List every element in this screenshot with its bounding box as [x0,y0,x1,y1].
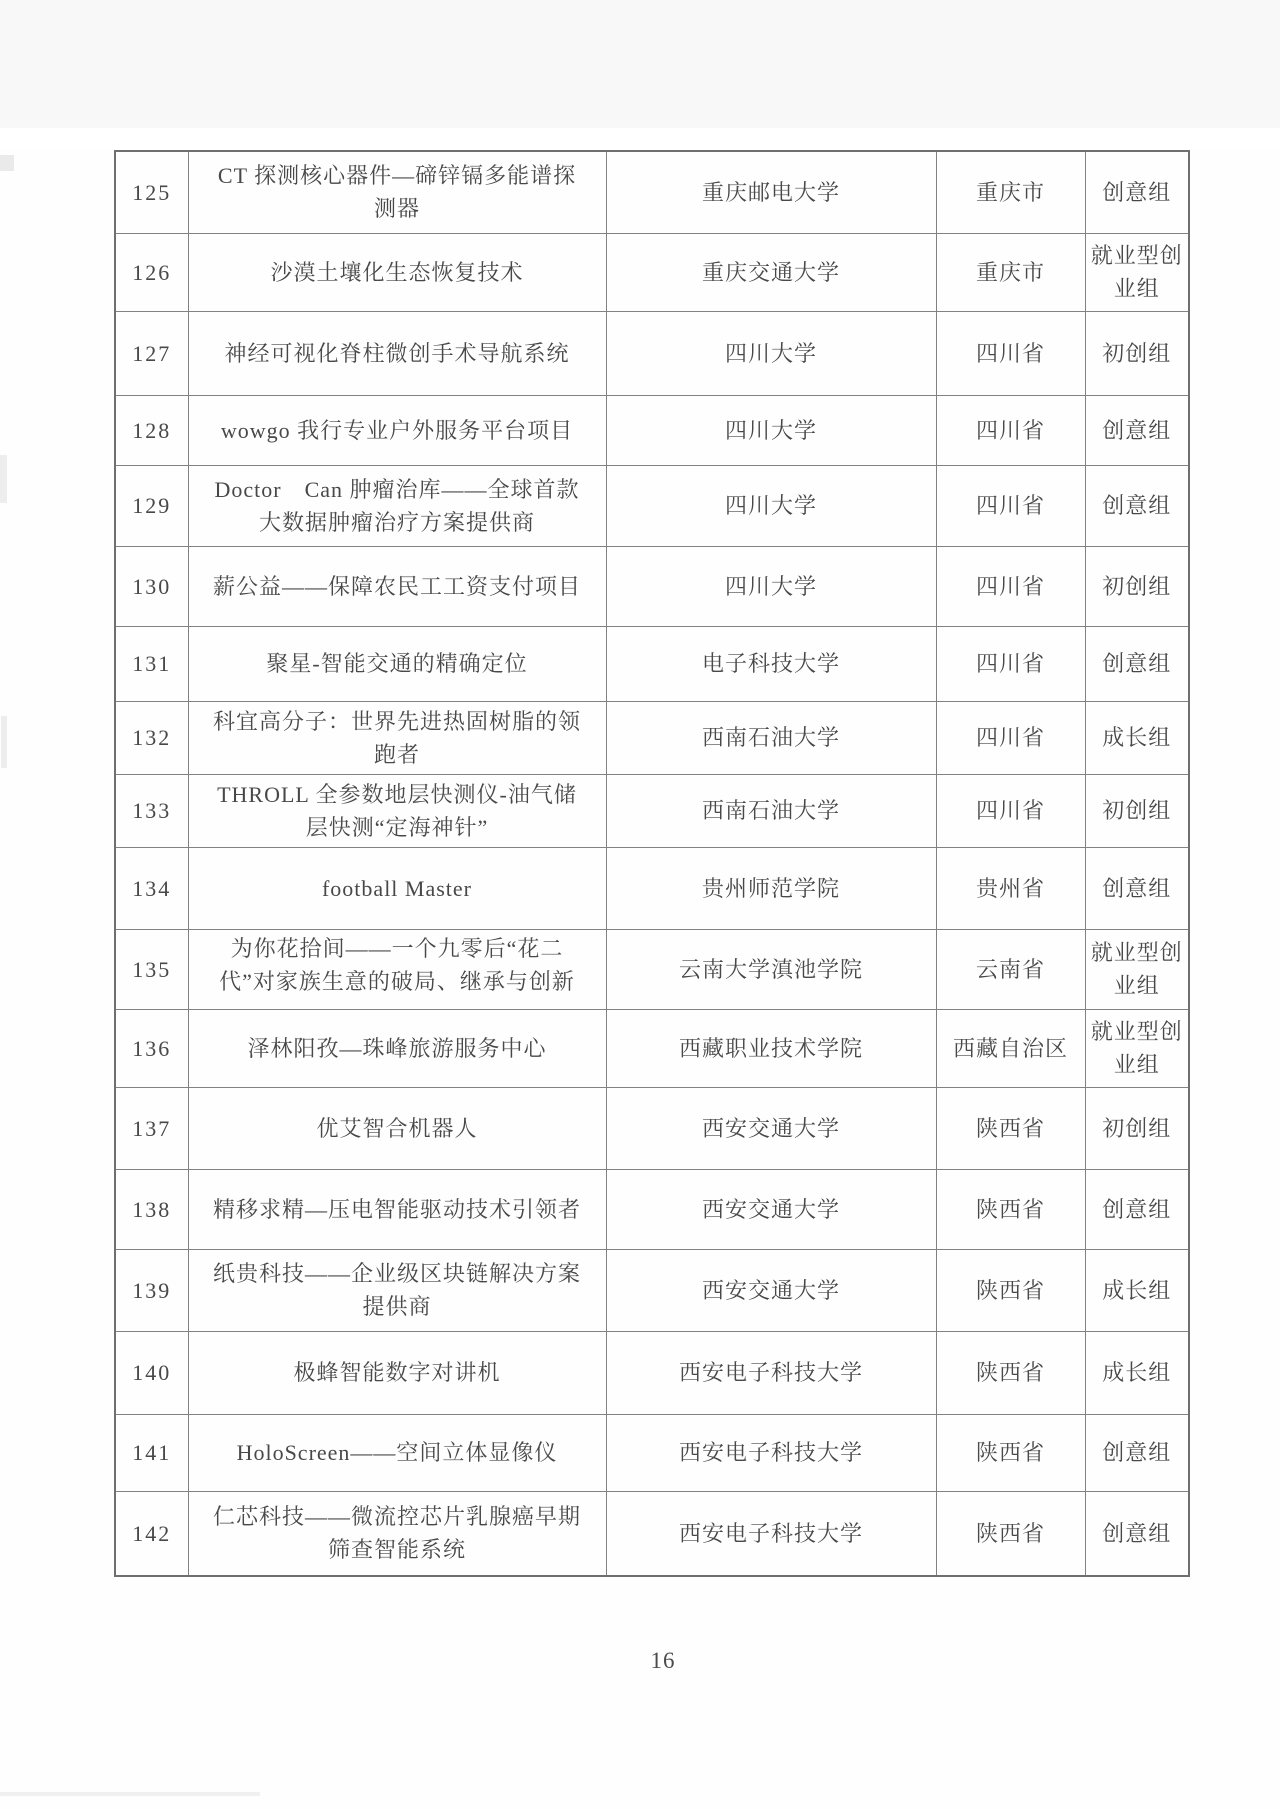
project-name-cell-text: 薪公益——保障农民工工资支付项目 [212,573,581,599]
group-name-cell-text: 创意组 [1102,1520,1172,1546]
project-name-cell-text: wowgo 我行专业户外服务平台项目 [220,417,574,443]
province-name-cell [936,546,1085,626]
province-name-cell [936,1249,1085,1331]
group-name-cell-text: 初创组 [1102,573,1172,599]
group-name-cell [1085,1249,1189,1331]
row-number-cell [115,1491,188,1576]
project-name-cell [188,626,606,701]
province-name-cell-text: 陕西省 [975,1277,1045,1303]
province-name-cell-text: 陕西省 [975,1115,1045,1141]
university-name-cell [606,1009,936,1087]
province-name-cell [936,774,1085,847]
row-number-cell-text: 127 [132,340,172,366]
row-number-cell [115,701,188,774]
province-name-cell-text: 重庆市 [975,179,1045,205]
group-name-cell-text: 创意组 [1102,875,1172,901]
university-name-cell [606,465,936,546]
row-number-cell-text: 130 [132,573,172,599]
row-number-cell-text: 136 [132,1035,172,1061]
project-name-cell-text: 极蜂智能数字对讲机 [293,1360,501,1385]
row-number-cell [115,774,188,847]
project-name-cell-text: 仁芯科技——微流控芯片乳腺癌早期筛查智能系统 [212,1504,581,1563]
row-number-cell [115,1331,188,1414]
project-name-cell-text: 优艾智合机器人 [316,1115,478,1141]
project-name-cell [188,847,606,929]
project-name-cell [188,465,606,546]
group-name-cell [1085,1087,1189,1169]
table-row [115,1331,1189,1414]
table-row [115,546,1189,626]
row-number-cell [115,1169,188,1249]
row-number-cell [115,1249,188,1331]
group-name-cell [1085,1009,1189,1087]
row-number-cell-text: 134 [132,875,172,901]
project-name-cell-text: HoloScreen——空间立体显像仪 [236,1440,558,1465]
province-name-cell-text: 陕西省 [975,1196,1045,1222]
province-name-cell [936,1331,1085,1414]
province-name-cell-text: 四川省 [975,725,1045,750]
group-name-cell [1085,1169,1189,1249]
project-name-cell-text: 为你花拾间——一个九零后“花二代”对家族生意的破局、继承与创新 [219,935,575,994]
province-name-cell-text: 四川省 [975,573,1045,599]
university-name-cell-text: 四川大学 [724,417,817,443]
table-row [115,701,1189,774]
page-number: 16 [650,1648,676,1673]
province-name-cell [936,1087,1085,1169]
group-name-cell [1085,311,1189,395]
table-row [115,465,1189,546]
table-row [115,233,1189,311]
university-name-cell [606,311,936,395]
province-name-cell [936,233,1085,311]
row-number-cell [115,1414,188,1491]
table-row [115,1414,1189,1491]
row-number-cell [115,395,188,465]
province-name-cell-text: 贵州省 [975,875,1045,901]
university-name-cell [606,395,936,465]
table-row [115,626,1189,701]
project-name-cell-text: 泽林阳孜—珠峰旅游服务中心 [247,1035,547,1061]
project-name-cell [188,546,606,626]
province-name-cell-text: 四川省 [975,798,1045,823]
university-name-cell [606,1331,936,1414]
row-number-cell [115,626,188,701]
row-number-cell-text: 133 [132,798,172,823]
project-name-cell-text: Doctor Can 肿瘤治库——全球首款大数据肿瘤治疗方案提供商 [214,476,580,535]
university-name-cell [606,1414,936,1491]
university-name-cell [606,929,936,1009]
group-name-cell-text: 创意组 [1102,1440,1172,1465]
row-number-cell [115,1087,188,1169]
row-number-cell-text: 131 [132,651,172,676]
scan-artifact [1,716,7,768]
group-name-cell [1085,626,1189,701]
university-name-cell-text: 西安交通大学 [701,1115,840,1141]
group-name-cell-text: 创意组 [1102,493,1172,518]
university-name-cell-text: 电子科技大学 [701,651,840,676]
row-number-cell [115,847,188,929]
project-name-cell-text: 聚星-智能交通的精确定位 [266,651,528,676]
group-name-cell [1085,929,1189,1009]
row-number-cell-text: 126 [132,259,172,285]
row-number-cell [115,929,188,1009]
university-name-cell [606,774,936,847]
university-name-cell-text: 四川大学 [724,493,817,518]
row-number-cell-text: 128 [132,417,172,443]
table-row [115,774,1189,847]
province-name-cell [936,311,1085,395]
group-name-cell [1085,395,1189,465]
project-name-cell [188,1009,606,1087]
table-row [115,1491,1189,1576]
row-number-cell-text: 132 [132,725,172,750]
row-number-cell-text: 141 [132,1440,172,1465]
table-row [115,1249,1189,1331]
row-number-cell [115,465,188,546]
project-name-cell [188,1414,606,1491]
table-row [115,1009,1189,1087]
row-number-cell [115,151,188,233]
province-name-cell-text: 陕西省 [975,1360,1045,1385]
province-name-cell-text: 西藏自治区 [952,1035,1068,1061]
province-name-cell [936,1169,1085,1249]
province-name-cell [936,1414,1085,1491]
province-name-cell-text: 陕西省 [975,1440,1045,1465]
project-name-cell-text: 精移求精—压电智能驱动技术引领者 [212,1196,581,1222]
province-name-cell-text: 重庆市 [975,259,1045,285]
province-name-cell [936,151,1085,233]
group-name-cell [1085,774,1189,847]
group-name-cell-text: 初创组 [1102,798,1172,823]
province-name-cell-text: 四川省 [975,340,1045,366]
scan-artifact [0,155,14,171]
university-name-cell-text: 西藏职业技术学院 [678,1035,863,1061]
group-name-cell-text: 创意组 [1102,1196,1172,1222]
university-name-cell [606,1169,936,1249]
table-row [115,929,1189,1009]
table-row [115,311,1189,395]
university-name-cell-text: 重庆交通大学 [701,259,840,285]
project-name-cell [188,311,606,395]
province-name-cell-text: 四川省 [975,493,1045,518]
project-name-cell [188,929,606,1009]
province-name-cell-text: 四川省 [975,651,1045,676]
row-number-cell-text: 129 [132,493,172,518]
project-name-cell [188,151,606,233]
university-name-cell-text: 贵州师范学院 [701,875,840,901]
province-name-cell [936,1009,1085,1087]
university-name-cell-text: 重庆邮电大学 [701,179,840,205]
table-row [115,151,1189,233]
row-number-cell-text: 138 [132,1196,172,1222]
group-name-cell [1085,1414,1189,1491]
row-number-cell-text: 140 [132,1360,172,1385]
group-name-cell [1085,701,1189,774]
group-name-cell-text: 成长组 [1102,725,1172,750]
group-name-cell [1085,1491,1189,1576]
university-name-cell-text: 西安电子科技大学 [678,1440,863,1465]
university-name-cell [606,1249,936,1331]
group-name-cell-text: 就业型创业组 [1090,1019,1183,1077]
university-name-cell [606,151,936,233]
province-name-cell [936,395,1085,465]
project-name-cell-text: 科宜高分子：世界先进热固树脂的领跑者 [212,708,581,767]
scan-artifact [0,455,7,503]
project-name-cell [188,1087,606,1169]
project-name-cell [188,774,606,847]
project-name-cell-text: 神经可视化脊柱微创手术导航系统 [224,340,570,366]
group-name-cell-text: 就业型创业组 [1090,940,1183,998]
row-number-cell [115,546,188,626]
group-name-cell [1085,847,1189,929]
university-name-cell [606,233,936,311]
group-name-cell-text: 创意组 [1102,651,1172,676]
university-name-cell [606,626,936,701]
province-name-cell [936,465,1085,546]
project-name-cell [188,395,606,465]
university-name-cell [606,1087,936,1169]
row-number-cell [115,1009,188,1087]
row-number-cell [115,311,188,395]
group-name-cell-text: 成长组 [1102,1360,1172,1385]
row-number-cell-text: 139 [132,1277,172,1303]
scan-artifact [0,0,1280,142]
project-name-cell-text: football Master [321,875,473,901]
group-name-cell-text: 成长组 [1102,1277,1172,1303]
group-name-cell-text: 初创组 [1102,340,1172,366]
row-number-cell [115,233,188,311]
university-name-cell-text: 四川大学 [724,573,817,599]
project-name-cell-text: CT 探测核心器件—碲锌镉多能谱探测器 [217,163,577,222]
group-name-cell-text: 创意组 [1102,179,1172,205]
university-name-cell-text: 西安交通大学 [701,1196,840,1222]
university-name-cell [606,546,936,626]
university-name-cell-text: 西安交通大学 [701,1277,840,1303]
entries-table [114,150,1190,1577]
row-number-cell-text: 135 [132,956,172,982]
project-name-cell [188,233,606,311]
table-row [115,1169,1189,1249]
university-name-cell [606,1491,936,1576]
scan-artifact [0,1792,260,1796]
university-name-cell-text: 西南石油大学 [701,725,840,750]
project-name-cell [188,1491,606,1576]
university-name-cell-text: 四川大学 [724,340,817,366]
group-name-cell-text: 初创组 [1102,1115,1172,1141]
province-name-cell [936,701,1085,774]
province-name-cell-text: 陕西省 [975,1520,1045,1546]
table-row [115,1087,1189,1169]
scan-artifact [0,128,1280,150]
group-name-cell [1085,1331,1189,1414]
group-name-cell [1085,233,1189,311]
province-name-cell-text: 云南省 [975,956,1045,982]
group-name-cell-text: 就业型创业组 [1090,243,1183,301]
group-name-cell [1085,465,1189,546]
province-name-cell [936,626,1085,701]
row-number-cell-text: 125 [132,179,172,205]
province-name-cell [936,847,1085,929]
university-name-cell-text: 西安电子科技大学 [678,1360,863,1385]
university-name-cell [606,847,936,929]
university-name-cell-text: 西安电子科技大学 [678,1520,863,1546]
project-name-cell [188,1249,606,1331]
table-row [115,847,1189,929]
group-name-cell-text: 创意组 [1102,417,1172,443]
university-name-cell-text: 云南大学滇池学院 [678,956,863,982]
project-name-cell [188,701,606,774]
project-name-cell-text: 纸贵科技——企业级区块链解决方案提供商 [212,1261,581,1319]
project-name-cell [188,1331,606,1414]
province-name-cell-text: 四川省 [975,417,1045,443]
project-name-cell-text: 沙漠土壤化生态恢复技术 [270,259,524,285]
university-name-cell-text: 西南石油大学 [701,798,840,823]
province-name-cell [936,1491,1085,1576]
project-name-cell [188,1169,606,1249]
group-name-cell [1085,546,1189,626]
row-number-cell-text: 142 [132,1520,172,1546]
group-name-cell [1085,151,1189,233]
row-number-cell-text: 137 [132,1115,172,1141]
province-name-cell [936,929,1085,1009]
entries-table-body [115,151,1189,1576]
university-name-cell [606,701,936,774]
project-name-cell-text: THROLL 全参数地层快测仪-油气储层快测“定海神针” [217,781,577,840]
table-row [115,395,1189,465]
